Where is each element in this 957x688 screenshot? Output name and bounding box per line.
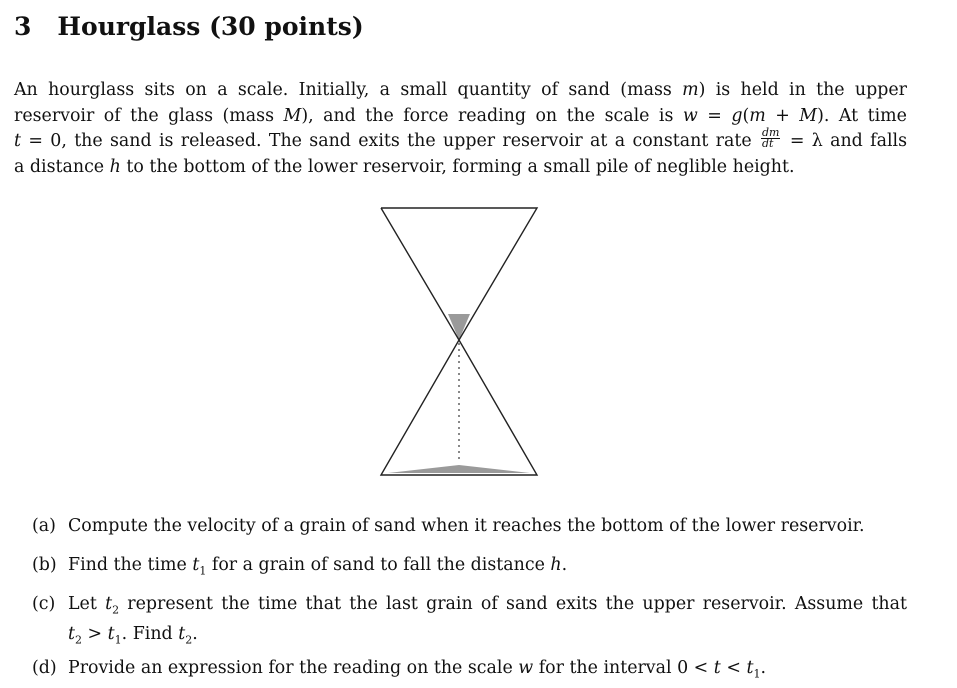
intro-line-1: An hourglass sits on a scale. Initially, a small quantity of sand (mass m) is held in the upper <box>14 80 907 100</box>
question-text: Provide an expression for the reading on the scale w for the interval $0 < t < t_1$. <box>68 658 766 681</box>
question-label: (c) <box>32 594 56 614</box>
question-label: (b) <box>32 555 57 575</box>
question-label: (d) <box>32 658 57 678</box>
section-number: 3 <box>14 12 32 41</box>
intro-line-3: t = 0, the sand is released. The sand exits the upper reservoir at a constant rate $\frac{dm}{dt}$ = λ and falls <box>14 126 907 151</box>
hourglass-figure <box>378 205 540 481</box>
hourglass-sand-pile <box>388 465 530 473</box>
question-text: Find the time $t_1$ for a grain of sand to fall the distance h. <box>68 555 568 578</box>
question-b <box>32 553 907 583</box>
question-text: Let $t_2$ represent the time that the last grain of sand exits the upper reservoir. Assume that $t_2 > t_1$. Find $t_2$. <box>68 594 907 647</box>
problem-statement <box>14 78 907 180</box>
dm-dt-fraction: $\frac{dm}{dt}$ <box>762 126 780 150</box>
intro-line-4: a distance h to the bottom of the lower reservoir, forming a small pile of neglible height. <box>14 156 795 177</box>
section-title: Hourglass (30 points) <box>57 12 364 41</box>
question-c <box>32 592 907 653</box>
question-d <box>32 656 907 686</box>
section-heading <box>14 12 364 46</box>
question-text: Compute the velocity of a grain of sand when it reaches the bottom of the lower reservoir. <box>68 516 865 536</box>
intro-line-2: reservoir of the glass (mass M), and the force reading on the scale is w = g(m + M). At time <box>14 105 907 126</box>
question-label: (a) <box>32 516 56 536</box>
question-a <box>32 514 907 539</box>
